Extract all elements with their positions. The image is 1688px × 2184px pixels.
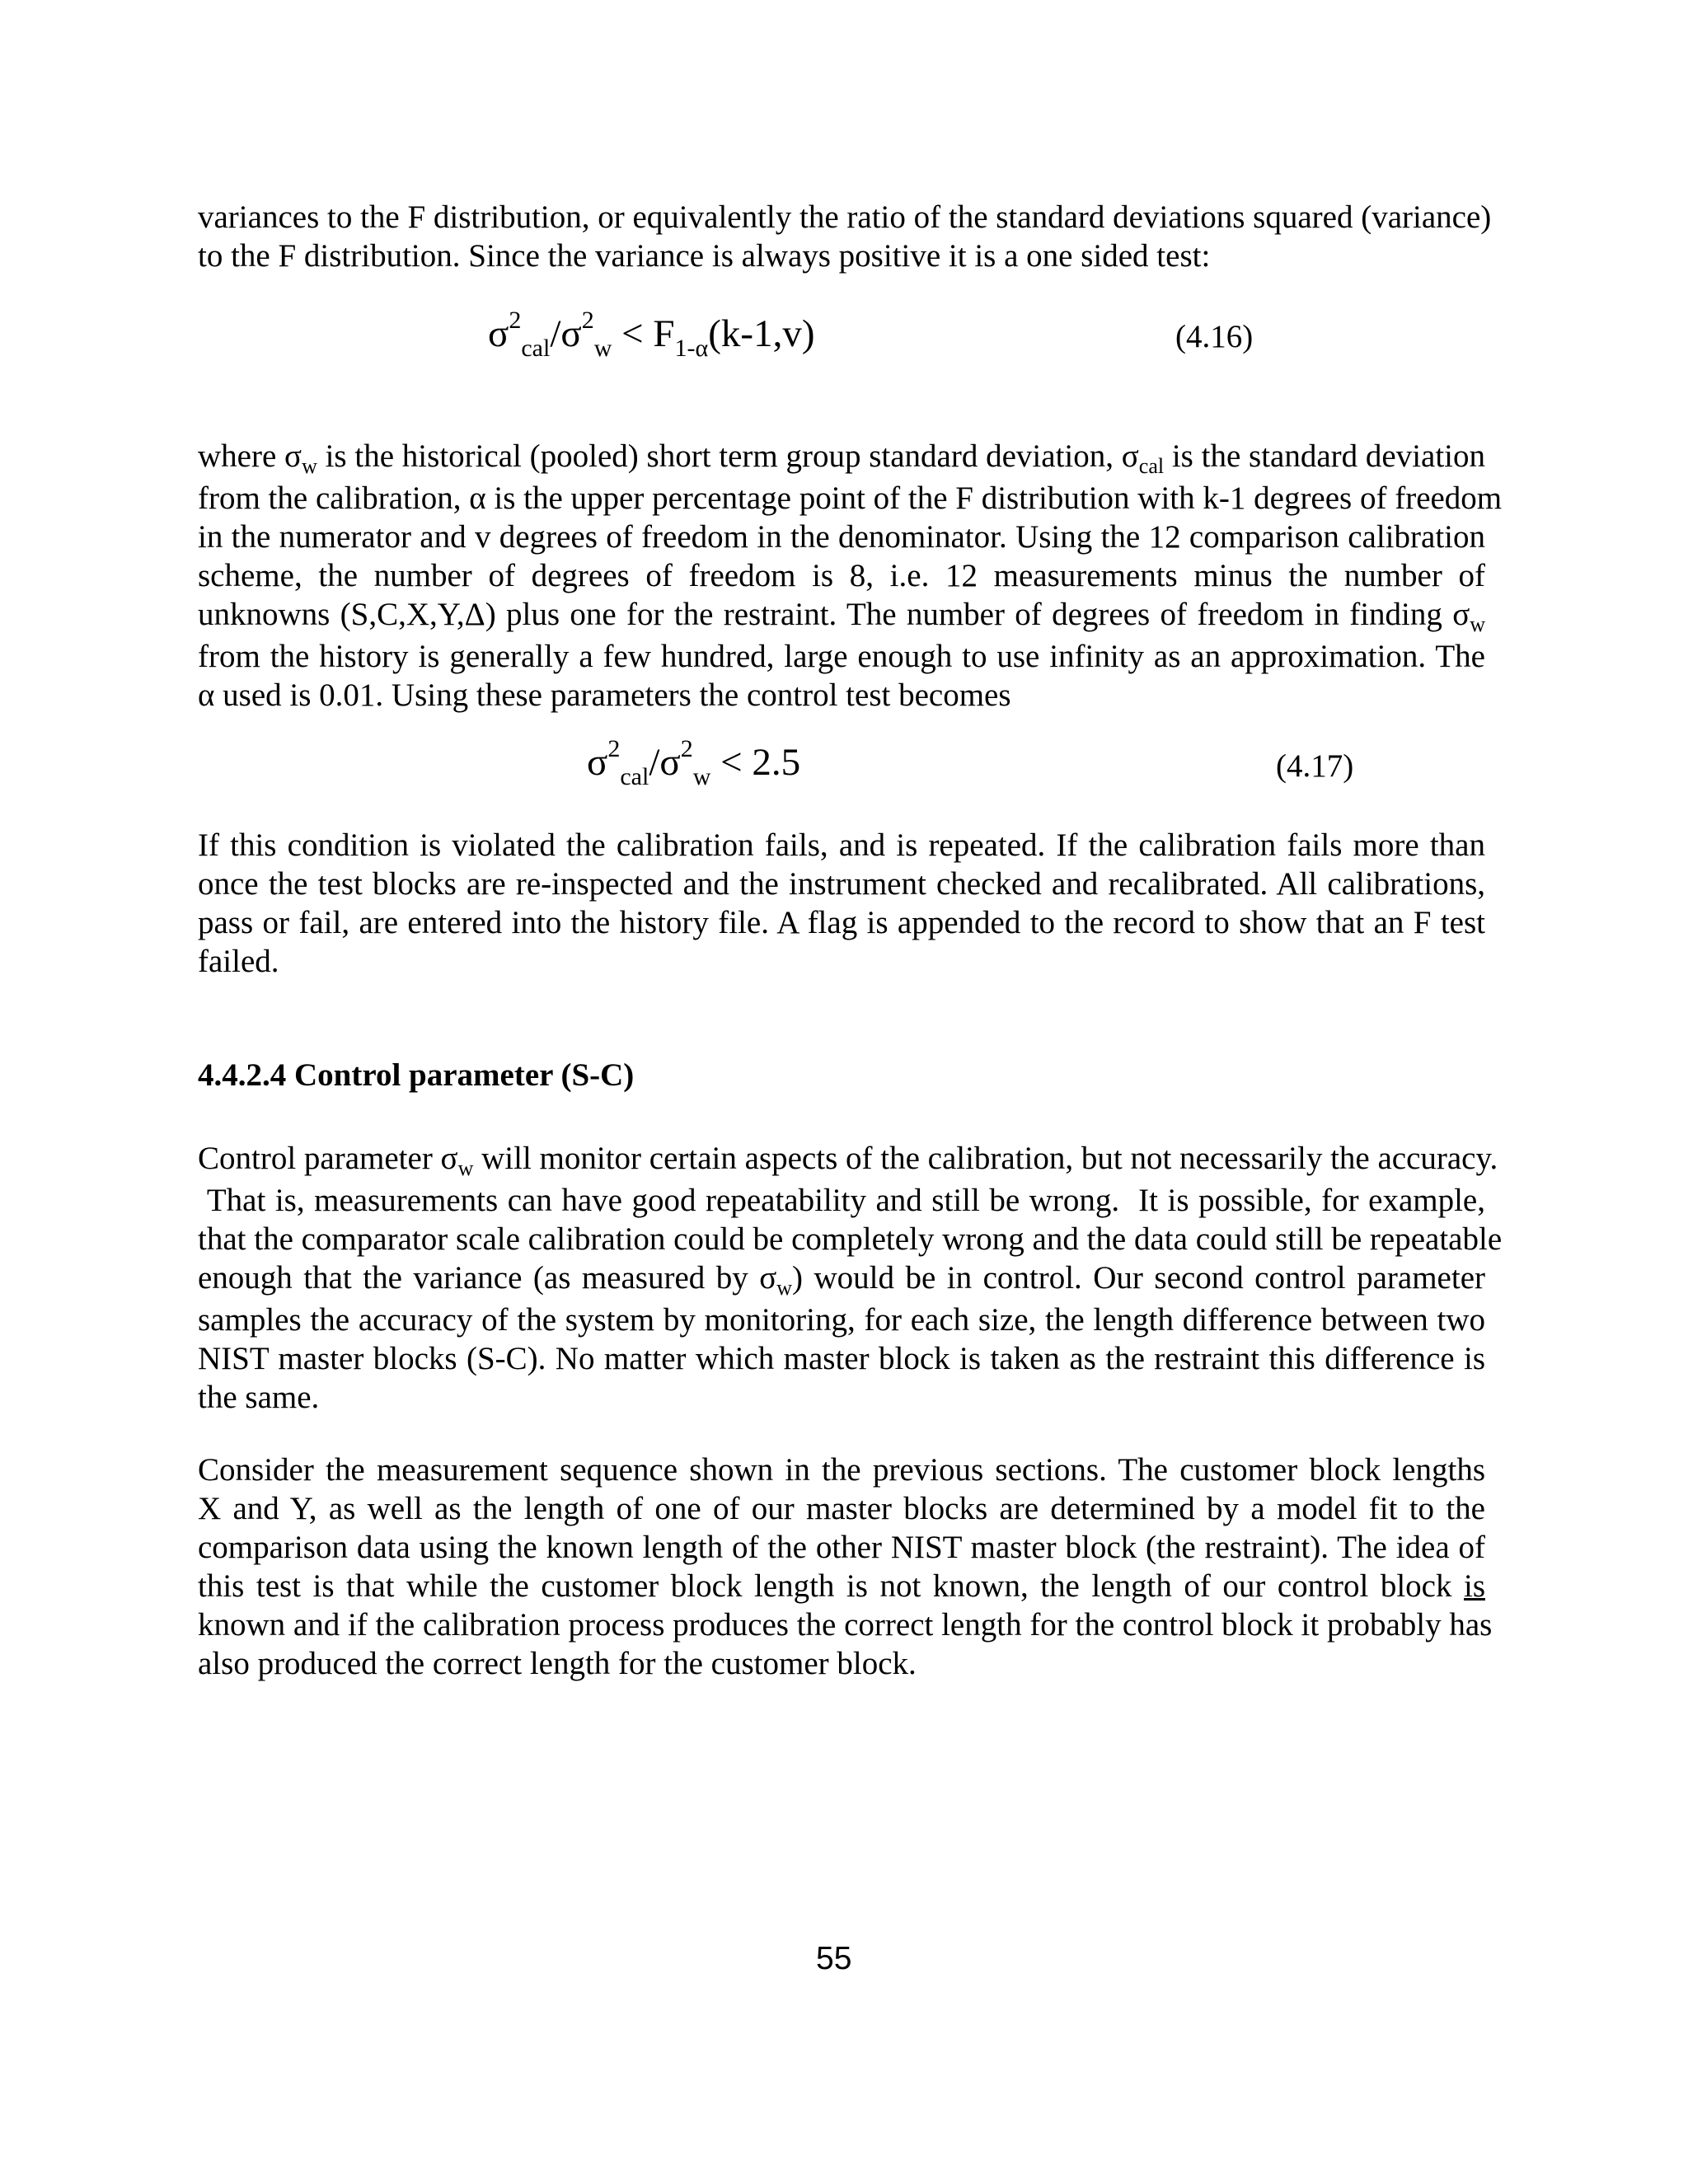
- slash: /: [550, 312, 561, 355]
- function-args: (k-1,v): [708, 312, 815, 355]
- relation: < F: [612, 312, 675, 355]
- superscript: 2: [680, 735, 693, 762]
- relation: < 2.5: [710, 741, 801, 784]
- sigma-symbol: σ: [659, 741, 681, 784]
- text-line: variances to the F distribution, or equivalently the ratio of the standard deviations squared (variance): [198, 199, 1492, 235]
- text-line: unknowns (S,C,X,Y,Δ) plus one for the restraint. The number of degrees of freedom in finding $\sigma_w$: [198, 597, 1485, 636]
- text-line: from the history is generally a few hundred, large enough to use infinity as an approximation. The: [198, 639, 1485, 674]
- text-line: That is, measurements can have good repeatability and still be wrong. It is possible, for example,: [198, 1183, 1485, 1218]
- text-line: known and if the calibration process produces the correct length for the control block it probably has: [198, 1607, 1493, 1643]
- where-paragraph: [198, 437, 1503, 715]
- text-line: also produced the correct length for the customer block.: [198, 1646, 917, 1681]
- intro-paragraph: [198, 198, 1492, 275]
- superscript: 2: [581, 307, 594, 334]
- fail-paragraph: [198, 826, 1485, 981]
- sigma-symbol: σ: [560, 312, 582, 355]
- consider-paragraph: [198, 1451, 1493, 1683]
- text-line: If this condition is violated the calibration fails, and is repeated. If the calibration fails more than: [198, 827, 1485, 863]
- text-line: X and Y, as well as the length of one of our master blocks are determined by a model fit to the: [198, 1491, 1485, 1526]
- text-line: the same.: [198, 1380, 320, 1415]
- text-line: from the calibration, α is the upper percentage point of the F distribution with k-1 degrees of freedom: [198, 480, 1503, 516]
- slash: /: [649, 741, 660, 784]
- text-line: once the test blocks are re-inspected and the instrument checked and recalibrated. All calibrations,: [198, 866, 1485, 902]
- text-line: scheme, the number of degrees of freedom is 8, i.e. 12 measurements minus the number of: [198, 558, 1485, 593]
- text-line: comparison data using the known length of the other NIST master block (the restraint). The idea of: [198, 1530, 1485, 1565]
- text-line: failed.: [198, 944, 279, 979]
- text-line: in the numerator and v degrees of freedom in the denominator. Using the 12 comparison calibration: [198, 519, 1485, 555]
- page-number: 55: [816, 1941, 852, 1976]
- equation-number-4-16: (4.16): [1175, 319, 1254, 354]
- subscript: w: [692, 763, 711, 790]
- text-line: samples the accuracy of the system by monitoring, for each size, the length difference between two: [198, 1302, 1485, 1338]
- superscript: 2: [509, 307, 522, 334]
- text-line: to the F distribution. Since the variance is always positive it is a one sided test:: [198, 238, 1211, 274]
- text-line: Consider the measurement sequence shown in the previous sections. The customer block lengths: [198, 1452, 1485, 1488]
- subscript: cal: [521, 335, 551, 362]
- control-paragraph: [198, 1139, 1503, 1417]
- section-heading: 4.4.2.4 Control parameter (S-C): [198, 1057, 635, 1093]
- subscript: 1-α: [674, 335, 709, 362]
- text-line: that the comparator scale calibration could be completely wrong and the data could still be repeatable: [198, 1221, 1503, 1257]
- superscript: 2: [607, 735, 621, 762]
- text-line: Control parameter $\sigma_w$ will monitor certain aspects of the calibration, but not necessarily the accuracy.: [198, 1141, 1498, 1180]
- text-line: pass or fail, are entered into the history file. A flag is appended to the record to show that an F test: [198, 905, 1485, 940]
- subscript: w: [593, 335, 612, 362]
- subscript: cal: [620, 763, 649, 790]
- text-line: NIST master blocks (S-C). No matter which master block is taken as the restraint this difference is: [198, 1341, 1485, 1376]
- text-line: where $\sigma_w$ is the historical (pooled) short term group standard deviation, $\sigma_{cal}$ is the standard deviation: [198, 438, 1486, 478]
- text-line: α used is 0.01. Using these parameters the control test becomes: [198, 677, 1011, 713]
- equation-number-4-17: (4.17): [1276, 748, 1354, 784]
- text-line: enough that the variance (as measured by $\sigma_w$) would be in control. Our second control parameter: [198, 1260, 1486, 1300]
- sigma-symbol: σ: [587, 741, 608, 784]
- text-line: this test is that while the customer block length is not known, the length of our control block is: [198, 1568, 1485, 1604]
- equation-4-17: [587, 735, 801, 790]
- sigma-symbol: σ: [488, 312, 509, 355]
- equation-4-16: [488, 307, 815, 362]
